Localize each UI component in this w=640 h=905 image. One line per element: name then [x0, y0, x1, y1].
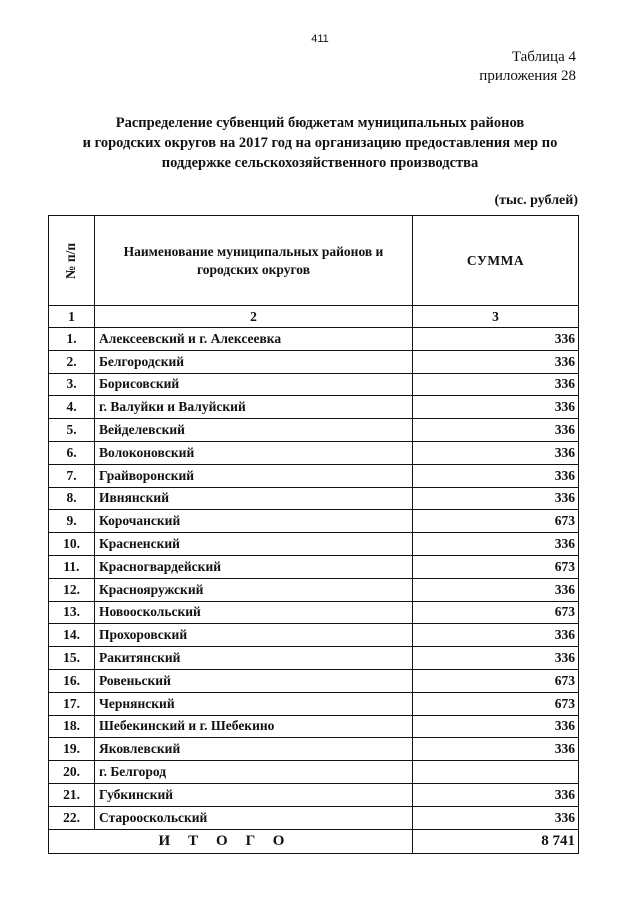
district-name: Белгородский [95, 350, 413, 373]
table-ref-line1: Таблица 4 [511, 49, 576, 65]
district-name: Красненский [95, 533, 413, 556]
row-number: 19. [49, 738, 95, 761]
row-number: 15. [49, 647, 95, 670]
row-number: 5. [49, 419, 95, 442]
row-number: 16. [49, 669, 95, 692]
row-sum [413, 761, 579, 784]
row-number: 1. [49, 328, 95, 351]
row-sum: 336 [413, 533, 579, 556]
district-name: Прохоровский [95, 624, 413, 647]
row-number: 4. [49, 396, 95, 419]
row-sum: 336 [413, 578, 579, 601]
table-row [49, 692, 579, 715]
row-number: 11. [49, 555, 95, 578]
district-name: Ракитянский [95, 647, 413, 670]
row-sum: 336 [413, 464, 579, 487]
header-row [49, 216, 579, 306]
column-number: 1 [49, 306, 95, 328]
district-name: Шебекинский и г. Шебекино [95, 715, 413, 738]
row-sum: 336 [413, 350, 579, 373]
district-name: Краснояружский [95, 578, 413, 601]
row-sum: 336 [413, 647, 579, 670]
row-number: 14. [49, 624, 95, 647]
table-body [49, 328, 579, 830]
header-name: Наименование муниципальных районов и городских округов [95, 216, 413, 306]
row-sum: 336 [413, 396, 579, 419]
table-ref-line2: приложения 28 [479, 68, 576, 84]
district-name: Ивнянский [95, 487, 413, 510]
column-numbers-row [49, 306, 579, 328]
row-number: 6. [49, 441, 95, 464]
district-name: Алексеевский и г. Алексеевка [95, 328, 413, 351]
row-sum: 336 [413, 328, 579, 351]
title-line2: и городских округов на 2017 год на организацию предоставления мер по [82, 135, 558, 151]
row-sum: 673 [413, 601, 579, 624]
district-name: Корочанский [95, 510, 413, 533]
units-label: (тыс. рублей) [494, 193, 578, 208]
row-sum: 336 [413, 624, 579, 647]
district-name: Яковлевский [95, 738, 413, 761]
page-number: 411 [311, 33, 329, 45]
row-sum: 673 [413, 555, 579, 578]
district-name: Губкинский [95, 783, 413, 806]
total-sum: 8 741 [413, 829, 579, 853]
table-row [49, 715, 579, 738]
row-sum: 336 [413, 419, 579, 442]
row-number: 20. [49, 761, 95, 784]
document-title [50, 113, 590, 173]
row-number: 18. [49, 715, 95, 738]
row-number: 13. [49, 601, 95, 624]
table-row [49, 783, 579, 806]
row-number: 17. [49, 692, 95, 715]
table-row [49, 441, 579, 464]
table-row [49, 464, 579, 487]
row-sum: 336 [413, 373, 579, 396]
title-line1: Распределение субвенций бюджетам муниципальных районов [115, 115, 525, 131]
row-sum: 336 [413, 715, 579, 738]
district-name: Новооскольский [95, 601, 413, 624]
row-number: 22. [49, 806, 95, 829]
table-row [49, 806, 579, 829]
district-name: Вейделевский [95, 419, 413, 442]
table-row [49, 601, 579, 624]
row-sum: 336 [413, 783, 579, 806]
row-sum: 673 [413, 510, 579, 533]
table-row [49, 555, 579, 578]
row-number: 12. [49, 578, 95, 601]
subsidy-table [48, 215, 579, 854]
table-row [49, 328, 579, 351]
row-number: 2. [49, 350, 95, 373]
column-number: 3 [413, 306, 579, 328]
column-number: 2 [95, 306, 413, 328]
row-sum: 673 [413, 692, 579, 715]
row-number: 8. [49, 487, 95, 510]
header-sum: СУММА [413, 216, 579, 306]
row-sum: 336 [413, 806, 579, 829]
row-sum: 336 [413, 441, 579, 464]
row-number: 7. [49, 464, 95, 487]
table-row [49, 647, 579, 670]
table-row [49, 396, 579, 419]
table-row [49, 419, 579, 442]
title-line3: поддержке сельскохозяйственного производства [161, 155, 479, 171]
row-number: 10. [49, 533, 95, 556]
row-number: 9. [49, 510, 95, 533]
district-name: Чернянский [95, 692, 413, 715]
table-row [49, 624, 579, 647]
district-name: Борисовский [95, 373, 413, 396]
table-row [49, 738, 579, 761]
district-name: Грайворонский [95, 464, 413, 487]
table-row [49, 510, 579, 533]
district-name: Волоконовский [95, 441, 413, 464]
district-name: Старооскольский [95, 806, 413, 829]
header-num: № п/п [49, 216, 95, 306]
total-row [49, 829, 579, 853]
district-name: г. Белгород [95, 761, 413, 784]
table-row [49, 578, 579, 601]
table-row [49, 533, 579, 556]
district-name: Ровеньский [95, 669, 413, 692]
table-row [49, 761, 579, 784]
district-name: г. Валуйки и Валуйский [95, 396, 413, 419]
table-row [49, 487, 579, 510]
table-row [49, 669, 579, 692]
row-number: 21. [49, 783, 95, 806]
table-reference [479, 48, 576, 86]
row-number: 3. [49, 373, 95, 396]
table-row [49, 373, 579, 396]
row-sum: 336 [413, 738, 579, 761]
row-sum: 673 [413, 669, 579, 692]
table-row [49, 350, 579, 373]
district-name: Красногвардейский [95, 555, 413, 578]
row-sum: 336 [413, 487, 579, 510]
total-label: ИТОГО [49, 829, 413, 853]
